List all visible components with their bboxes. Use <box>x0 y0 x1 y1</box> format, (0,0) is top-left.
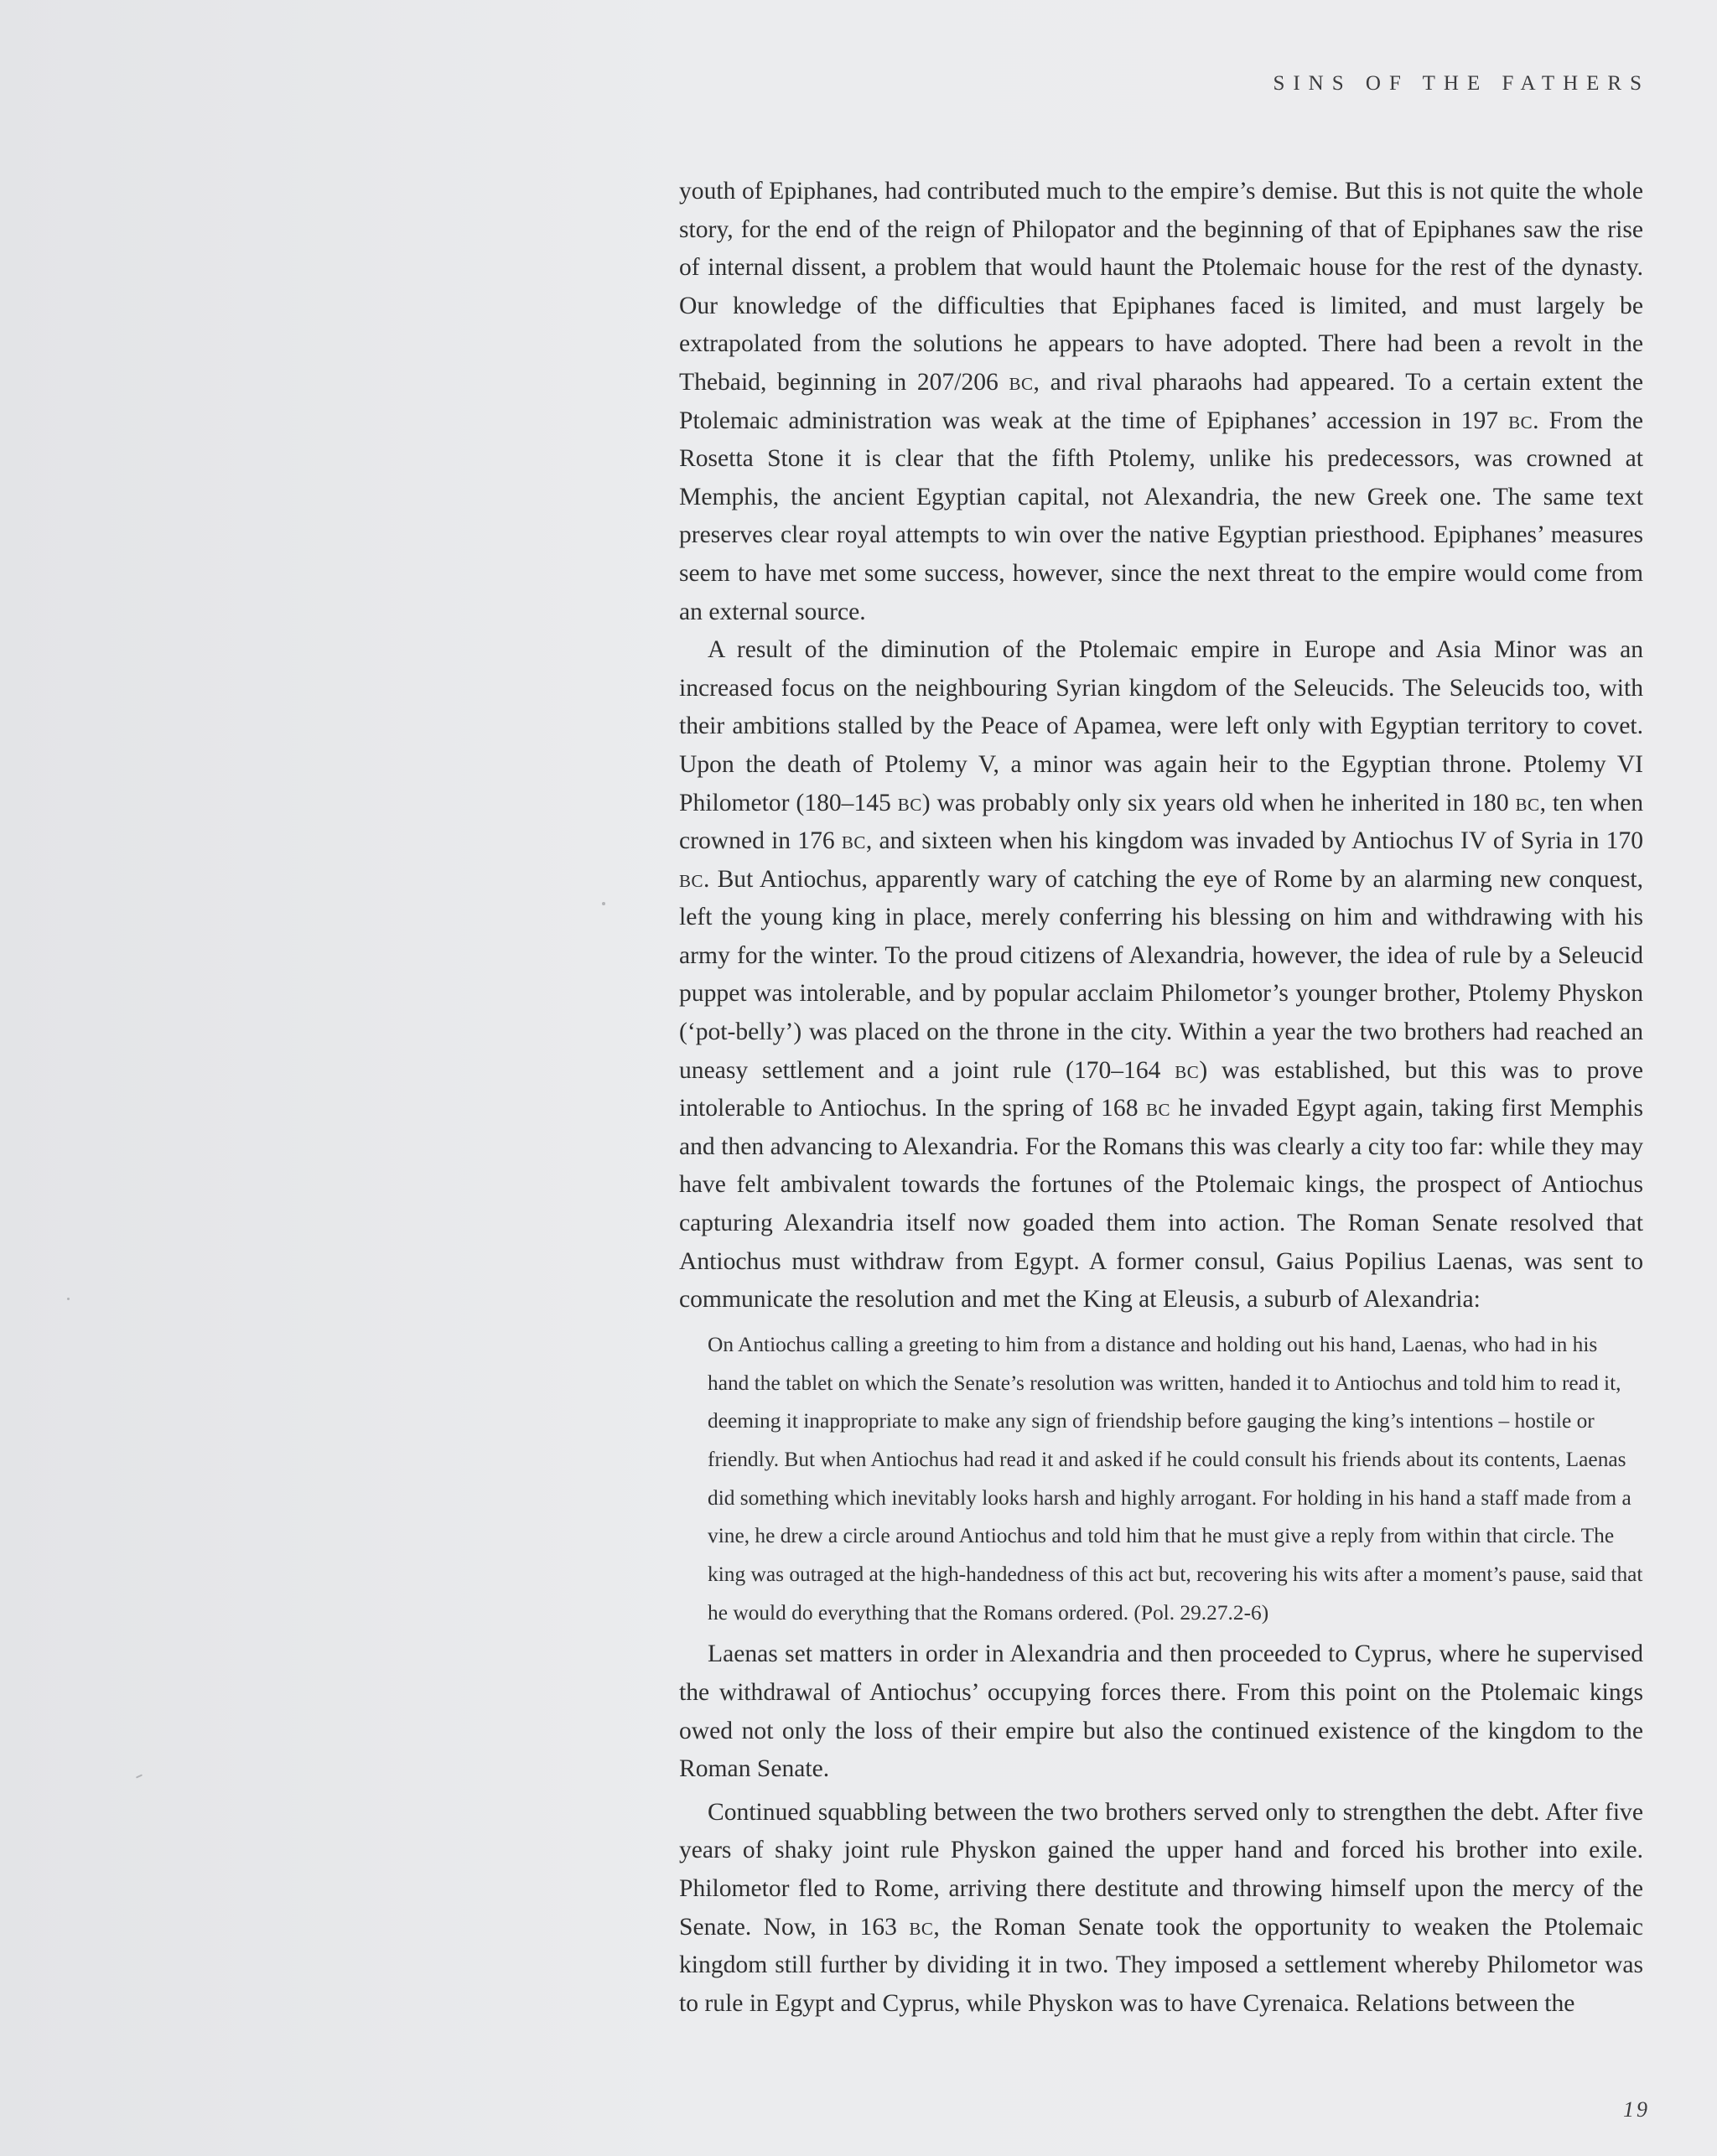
era-abbreviation: bc <box>909 1913 934 1941</box>
scan-speck <box>136 1774 143 1778</box>
page-number: 19 <box>1623 2097 1650 2122</box>
era-abbreviation: bc <box>679 865 704 893</box>
paragraph-2: A result of the diminution of the Ptolemaic empire in Europe and Asia Minor was an increased focus on the neighbouring Syrian kingdom of the Seleucids. The Seleucids too, with their ambitions stalled by the Peace of Apamea, were left only with Egyptian territory to covet. Upon the death of Ptolemy V, a minor was again heir to the Egyptian throne. Ptolemy VI Philometor (180–145 bc) was probably only six years old when he inherited in 180 bc, ten when crowned in 176 bc, and sixteen when his kingdom was invaded by Antiochus IV of Syria in 170 bc. But Antiochus, apparently wary of catching the eye of Rome by an alarming new conquest, left the young king in place, merely conferring his blessing on him and withdrawing with his army for the winter. To the proud citizens of Alexandria, however, the idea of rule by a Seleucid puppet was intolerable, and by popular acclaim Philometor’s younger brother, Ptolemy Physkon (‘pot-belly’) was placed on the throne in the city. Within a year the two brothers had reached an uneasy settlement and a joint rule (170–164 bc) was established, but this was to prove intolerable to Antiochus. In the spring of 168 bc he invaded Egypt again, taking first Memphis and then advancing to Alexandria. For the Romans this was clearly a city too far: while they may have felt ambivalent towards the fortunes of the Ptolemaic kings, the prospect of Antiochus capturing Alexandria itself now goaded them into action. The Roman Senate resolved that Antiochus must withdraw from Egypt. A former consul, Gaius Popilius Laenas, was sent to communicate the resolution and met the King at Eleusis, a suburb of Alexandria: <box>679 636 1643 1314</box>
paragraph-4: Continued squabbling between the two brothers served only to strengthen the debt. After five years of shaky joint rule Physkon gained the upper hand and forced his brother into exile. Philometor fled to Rome, arriving there destitute and throwing himself upon the mercy of the Senate. Now, in 163 bc, the Roman Senate took the opportunity to weaken the Ptolemaic kingdom still further by dividing it in two. They imposed a settlement whereby Philometor was to rule in Egypt and Cyprus, while Physkon was to have Cyrenaica. Relations between the <box>679 1798 1643 2017</box>
scan-speck <box>602 902 605 905</box>
era-abbreviation: bc <box>1515 789 1540 816</box>
era-abbreviation: bc <box>1146 1095 1171 1122</box>
era-abbreviation: bc <box>1508 407 1533 434</box>
scan-speck <box>67 1298 70 1300</box>
block-quote: On Antiochus calling a greeting to him from a distance and holding out his hand, Laenas, who had in his hand the tablet on which the Senate’s resolution was written, handed it to Antiochus and told him to read it, deeming it inappropriate to make any sign of friendship before gauging the king’s intentions – hostile or friendly. But when Antiochus had read it and asked if he could consult his friends about its contents, Laenas did something which inevitably looks harsh and highly arrogant. For holding in his hand a staff made from a vine, he drew a circle around Antiochus and told him that he must give a reply from within that circle. The king was outraged at the high-handedness of this act but, recovering his wits after a moment’s pause, said that he would do everything that the Romans ordered. (Pol. 29.27.2-6) <box>708 1332 1643 1625</box>
era-abbreviation: bc <box>1175 1056 1200 1084</box>
running-head: SINS OF THE FATHERS <box>1273 72 1650 95</box>
paragraph-3: Laenas set matters in order in Alexandria and then proceeded to Cyprus, where he supervised the withdrawal of Antiochus’ occupying forces there. From this point on the Ptolemaic kings owed not only the loss of their empire but also the continued existence of the kingdom to the Roman Senate. <box>679 1640 1643 1783</box>
paragraph-1: youth of Epiphanes, had contributed much to the empire’s demise. But this is not quite the whole story, for the end of the reign of Philopator and the beginning of that of Epiphanes saw the rise of internal dissent, a problem that would haunt the Ptolemaic house for the rest of the dynasty. Our knowledge of the difficulties that Epiphanes faced is limited, and must largely be extrapolated from the solutions he appears to have adopted. There had been a revolt in the Thebaid, beginning in 207/206 bc, and rival pharaohs had appeared. To a certain extent the Ptolemaic administration was weak at the time of Epiphanes’ accession in 197 bc. From the Rosetta Stone it is clear that the fifth Ptolemy, unlike his predecessors, was crowned at Memphis, the ancient Egyptian capital, not Alexandria, the new Greek one. The same text preserves clear royal attempts to win over the native Egyptian priesthood. Epiphanes’ measures seem to have met some success, however, since the next threat to the empire would come from an external source. <box>679 178 1644 625</box>
era-abbreviation: bc <box>897 789 922 816</box>
era-abbreviation: bc <box>1009 368 1034 396</box>
era-abbreviation: bc <box>841 827 866 855</box>
body-text <box>679 173 1643 2023</box>
